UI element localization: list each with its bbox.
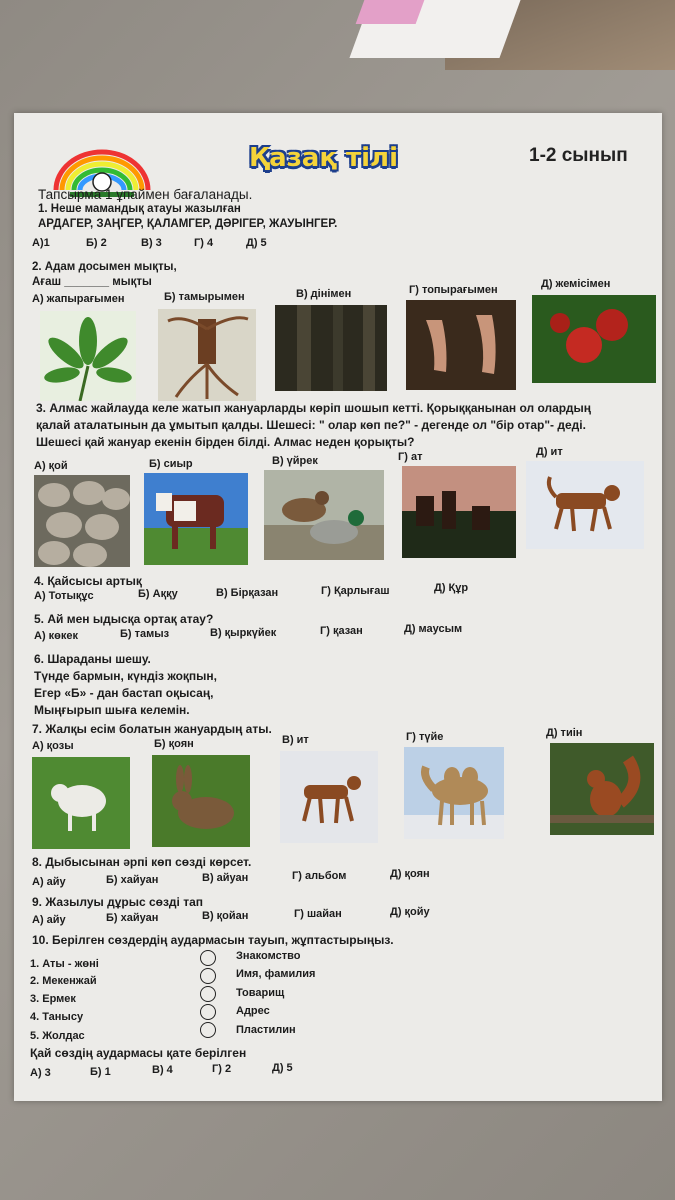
q4-option-e[interactable]: Д) Құр xyxy=(434,582,469,594)
q6-line1: Түнде бармын, күндіз жоқпын, xyxy=(34,669,217,683)
q3-option-b[interactable]: Б) сиыр xyxy=(149,458,193,470)
q9-option-d[interactable]: Г) шайан xyxy=(294,908,342,920)
q3-option-a[interactable]: А) қой xyxy=(34,460,68,472)
q6-text: 6. Шараданы шешу. xyxy=(34,652,151,666)
q2-option-e[interactable]: Д) жемісімен xyxy=(541,278,611,290)
q5-option-a[interactable]: А) көкек xyxy=(34,630,79,642)
cow-image xyxy=(144,473,248,565)
q7-text: 7. Жалқы есім болатын жануардың аты. xyxy=(32,722,272,736)
q10-right-2: Имя, фамилия xyxy=(236,968,316,980)
q6-line3: Мыңғырып шыға келемін. xyxy=(34,703,190,717)
background-card-pink xyxy=(356,0,425,24)
sheep-flock-image xyxy=(34,475,130,567)
match-circle-3[interactable] xyxy=(200,986,216,1002)
q7-option-a[interactable]: А) қозы xyxy=(32,740,74,752)
q10-option-c[interactable]: В) 4 xyxy=(152,1064,173,1076)
q8-option-a[interactable]: А) айу xyxy=(32,876,66,888)
q1-option-c[interactable]: В) 3 xyxy=(141,237,162,249)
q7-option-b[interactable]: Б) қоян xyxy=(154,738,194,750)
leaf-image xyxy=(40,311,136,401)
q8-option-b[interactable]: Б) хайуан xyxy=(106,874,159,886)
q2-text: 2. Адам досымен мықты, xyxy=(32,261,177,273)
q7-option-c[interactable]: В) ит xyxy=(282,734,309,746)
match-circle-2[interactable] xyxy=(200,968,216,984)
q2-option-c[interactable]: В) дінімен xyxy=(296,288,352,300)
q1-option-e[interactable]: Д) 5 xyxy=(246,237,267,249)
q4-text: 4. Қайсысы артық xyxy=(34,574,142,588)
q10-option-d[interactable]: Г) 2 xyxy=(212,1063,232,1075)
q10-right-4: Адрес xyxy=(236,1005,270,1017)
q9-text: 9. Жазылуы дұрыс сөзді тап xyxy=(32,895,204,909)
q5-option-b[interactable]: Б) тамыз xyxy=(120,628,170,640)
q10-option-a[interactable]: А) 3 xyxy=(30,1067,51,1079)
hare-image xyxy=(152,755,250,847)
roots-image xyxy=(158,309,256,401)
dog-snow-image xyxy=(526,461,644,549)
match-circle-5[interactable] xyxy=(200,1022,216,1038)
q7-option-d[interactable]: Г) түйе xyxy=(406,731,444,743)
q1-option-d[interactable]: Г) 4 xyxy=(194,237,214,249)
q5-text: 5. Ай мен ыдысқа ортақ атау? xyxy=(34,612,214,626)
q5-option-e[interactable]: Д) маусым xyxy=(404,623,463,635)
match-circle-1[interactable] xyxy=(200,950,216,966)
q1-text: 1. Неше мамандық атауы жазылған xyxy=(38,203,241,215)
q2-line2: Ағаш _______ мықты xyxy=(32,276,152,288)
q10-option-e[interactable]: Д) 5 xyxy=(272,1062,293,1074)
q3-line2: қалай аталатынын да ұмытып қалды. Шешесі: " олар көп пе?" - дегенде ол "бір отар"- деді. xyxy=(36,418,586,432)
q9-option-a[interactable]: А) айу xyxy=(32,914,66,926)
q6-line2: Егер «Б» - дан бастап оқысаң, xyxy=(34,686,214,700)
q7-option-e[interactable]: Д) тиін xyxy=(546,727,583,739)
q4-option-d[interactable]: Г) Қарлығаш xyxy=(321,585,390,597)
q4-option-c[interactable]: В) Бірқазан xyxy=(216,587,279,599)
page-title: Қазақ тілі xyxy=(249,143,398,173)
q5-option-c[interactable]: В) қыркүйек xyxy=(210,627,277,639)
q4-option-b[interactable]: Б) Аққу xyxy=(138,588,178,600)
fruit-image xyxy=(532,295,656,383)
grade-label: 1-2 сынып xyxy=(529,145,628,166)
q1-option-b[interactable]: Б) 2 xyxy=(86,237,107,249)
lamb-image xyxy=(32,757,130,849)
q3-option-c[interactable]: В) үйрек xyxy=(272,455,318,467)
q3-line1: 3. Алмас жайлауда келе жатып жануарларды көріп шошып кетті. Қорыққанынан ол олардың xyxy=(36,401,591,415)
worksheet xyxy=(14,113,662,1101)
horses-image xyxy=(402,466,516,558)
ducks-image xyxy=(264,470,384,560)
q10-left-3: 3. Ермек xyxy=(30,993,76,1005)
q3-line3: Шешесі қай жануар екенін бірден білді. Алмас неден қорықты? xyxy=(36,435,415,449)
q9-option-c[interactable]: В) қойан xyxy=(202,910,249,922)
q8-option-d[interactable]: Г) альбом xyxy=(292,870,347,882)
q10-left-2: 2. Мекенжай xyxy=(30,975,97,987)
q10-left-4: 4. Танысу xyxy=(30,1011,84,1023)
squirrel-image xyxy=(550,743,654,835)
q9-option-e[interactable]: Д) қойу xyxy=(390,906,430,918)
q10-right-3: Товарищ xyxy=(236,987,285,999)
q1-words: АРДАГЕР, ЗАҢГЕР, ҚАЛАМГЕР, ДӘРІГЕР, ЖАУЫНГЕР. xyxy=(38,218,338,230)
q1-option-a[interactable]: А)1 xyxy=(32,237,50,249)
q10-text: 10. Берілген сөздердің аудармасын тауып, жұптастырыңыз. xyxy=(32,933,394,947)
q2-option-b[interactable]: Б) тамырымен xyxy=(164,291,245,303)
q10-option-b[interactable]: Б) 1 xyxy=(90,1066,111,1078)
q10-question: Қай сөздің аудармасы қате берілген xyxy=(30,1046,247,1060)
q2-option-d[interactable]: Г) топырағымен xyxy=(409,284,498,296)
tree-trunk-image xyxy=(275,305,387,391)
q8-option-e[interactable]: Д) қоян xyxy=(390,868,430,880)
instructions: Тапсырма 1 ұпаймен бағаланады. xyxy=(38,187,253,202)
q10-right-5: Пластилин xyxy=(236,1024,296,1036)
dog-snow-image-2 xyxy=(280,751,378,843)
q10-left-1: 1. Аты - жөні xyxy=(30,958,99,970)
q10-left-5: 5. Жолдас xyxy=(30,1030,85,1042)
q4-option-a[interactable]: А) Тотықұс xyxy=(34,590,94,602)
q9-option-b[interactable]: Б) хайуан xyxy=(106,912,159,924)
q3-option-d[interactable]: Г) ат xyxy=(398,451,423,463)
q8-text: 8. Дыбысынан әрпі көп сөзді көрсет. xyxy=(32,855,252,869)
soil-hands-image xyxy=(406,300,516,390)
match-circle-4[interactable] xyxy=(200,1004,216,1020)
q5-option-d[interactable]: Г) қазан xyxy=(320,625,363,637)
q3-option-e[interactable]: Д) ит xyxy=(536,446,563,458)
q8-option-c[interactable]: В) айуан xyxy=(202,872,249,884)
q10-right-1: Знакомство xyxy=(236,950,301,962)
q2-option-a[interactable]: А) жапырағымен xyxy=(32,293,125,305)
camel-image xyxy=(404,747,504,839)
